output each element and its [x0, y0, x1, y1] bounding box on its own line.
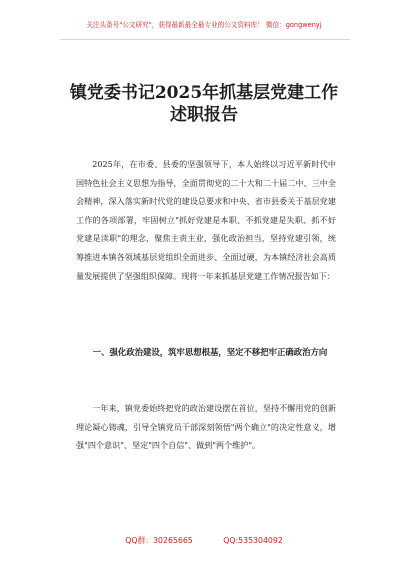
- header-banner: 关注头条号"公文研究"，获得最新最全最专业的公文资料库！ 微信：gongwenyj: [86, 21, 322, 29]
- footer-contact: [0, 536, 408, 546]
- header-divider: [60, 39, 350, 40]
- document-title: 镇党委书记2025年抓基层党建工作述职报告: [69, 83, 339, 125]
- section-1-paragraph: 一年来，镇党委始终把党的政治建设摆在首位，坚持不懈用党的创新理论凝心铸魂，引导全镇党员干部深刻领悟"两个确立"的决定性意义，增强"四个意识"、坚定"四个自信"、做到"两个维护"。: [76, 403, 336, 451]
- intro-paragraph: 2025年，在市委、县委的坚强领导下，本人始终以习近平新时代中国特色社会主义思想为指导，全面贯彻党的二十大和二十届二中、三中全会精神，深入落实新时代党的建设总要求和中央、省市县委关于基层党建工作的各项部署，牢固树立"抓好党建是本职、不抓党建是失职、抓不好党建是渎职"的理念，聚焦主责主业，强化政治担当，坚持党建引领，统筹推进本镇各领域基层党组织全面进步、全面过硬，为本镇经济社会高质量发展提供了坚强组织保障。现将一年来抓基层党建工作情况报告如下：: [76, 159, 336, 281]
- footer-qq-group: QQ群：30265665: [125, 536, 193, 545]
- section-heading-1: 一、强化政治建设，筑牢思想根基，坚定不移把牢正确政治方向: [92, 347, 328, 357]
- footer-qq-number: QQ:535304092: [223, 536, 283, 545]
